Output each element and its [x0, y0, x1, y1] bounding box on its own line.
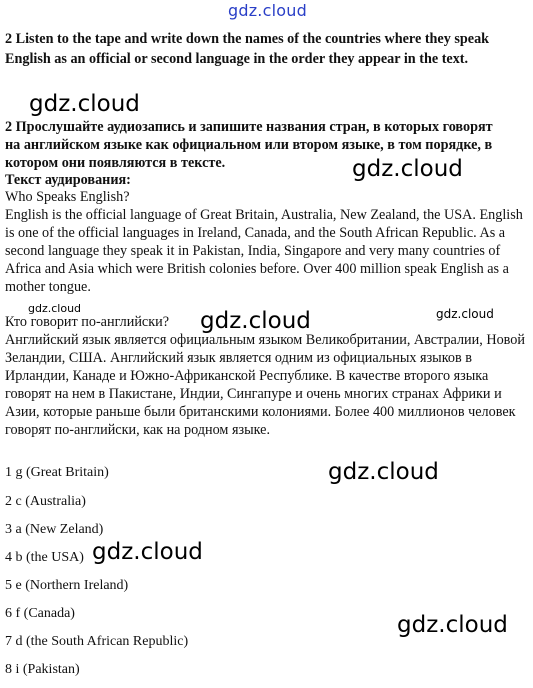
- answer-item: 1 g (Great Britain): [5, 465, 109, 480]
- answer-item: 4 b (the USA): [5, 550, 84, 565]
- watermark: gdz.cloud: [200, 308, 311, 334]
- answer-item: 6 f (Canada): [5, 606, 75, 621]
- watermark: gdz.cloud: [397, 612, 508, 638]
- answer-item: 2 c (Australia): [5, 494, 86, 509]
- watermark-small: gdz.cloud: [28, 302, 82, 315]
- task-english: 2 Listen to the tape and write down the names of the countries where they speak English as an official or second language in the order they appear in the text.: [5, 31, 490, 67]
- watermark-top: gdz.cloud: [228, 1, 307, 20]
- watermark: gdz.cloud: [92, 539, 203, 565]
- transcript-heading: Текст аудирования:: [5, 172, 131, 188]
- answer-item: 5 e (Northern Ireland): [5, 578, 129, 593]
- english-title: Who Speaks English?: [5, 189, 130, 205]
- russian-title: Кто говорит по-английски?: [5, 314, 170, 330]
- answer-item: 7 d (the South African Republic): [5, 634, 189, 649]
- task-russian: 2 Прослушайте аудиозапись и запишите названия стран, в которых говорят на английском языке как официальном или втором языке, в том порядке, в котором они появляются в тексте.: [5, 119, 493, 171]
- watermark: gdz.cloud: [352, 156, 463, 182]
- answer-item: 3 a (New Zeland): [5, 522, 104, 537]
- english-paragraph: English is the official language of Great Britain, Australia, New Zealand, the USA. English is one of the official languages in Ireland, Canada, and the South African Republic. As a second language they speak it in Pakistan, India, Singapore and very many countries of Africa and Asia which were British colonies before. Over 400 million speak English as a mother tongue.: [5, 207, 523, 295]
- answer-item: 8 i (Pakistan): [5, 662, 80, 677]
- watermark: gdz.cloud: [29, 91, 140, 117]
- watermark-small: gdz.cloud: [436, 307, 494, 321]
- russian-paragraph: Английский язык является официальным языком Великобритании, Австралии, Новой Зеландии, США. Английский язык является одним из официальных языков в Ирландии, Канаде и Южно-Африканской Республике. В качестве второго языка говорят на нем в Пакистане, Индии, Сингапуре и очень многих странах Африки и Азии, которые раньше были британскими колониями. Более 400 миллионов человек говорят по-английски, как на родном языке.: [5, 332, 525, 438]
- watermark: gdz.cloud: [328, 459, 439, 485]
